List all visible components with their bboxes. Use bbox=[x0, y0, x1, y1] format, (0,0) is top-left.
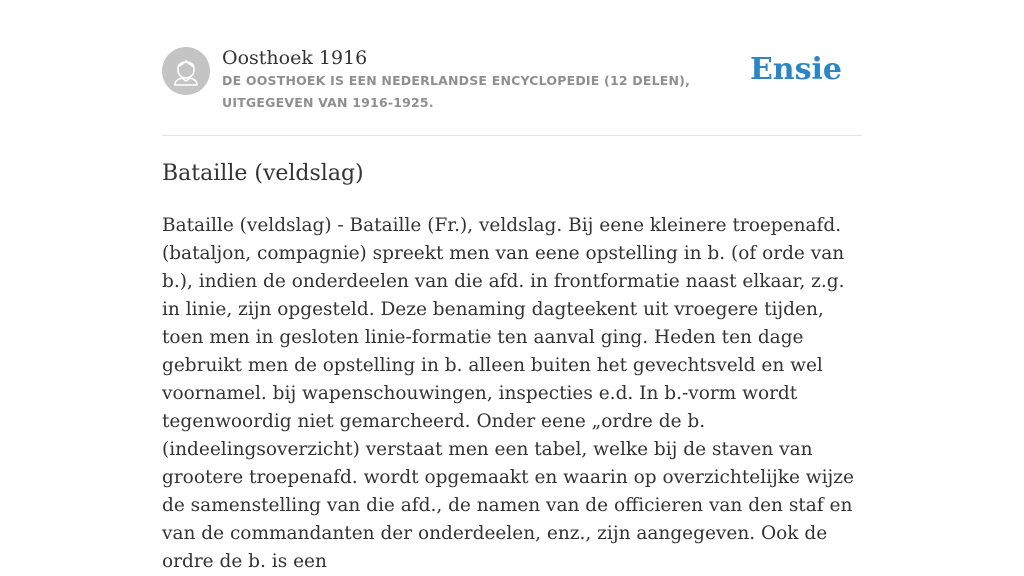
source-info bbox=[222, 46, 762, 114]
source-title[interactable]: Oosthoek 1916 bbox=[222, 47, 368, 69]
source-avatar[interactable] bbox=[162, 47, 210, 95]
article-body: Bataille (veldslag) - Bataille (Fr.), veldslag. Bij eene kleinere troepenafd. (bataljon, compagnie) spreekt men van eene opstelling in b. (of orde van b.), indien de onderdeelen van die afd. in frontformatie naast elkaar, z.g. in linie, zijn opgesteld. Deze benaming dagteekent uit vroegere tijden, toen men in gesloten linie-formatie ten aanval ging. Heden ten dage gebruikt men de opstelling in b. alleen buiten het gevechtsveld en wel voornamel. bij wapenschouwingen, inspecties e.d. In b.-vorm wordt tegenwoordig niet gemarcheerd. Onder eene „ordre de b. (indeelingsoverzicht) verstaat men een tabel, welke bij de staven van grootere troepenafd. wordt opgemaakt en waarin op overzichtelijke wijze de samenstelling van die afd., de namen van de officieren van den staf en van de commandanten der onderdeelen, enz., zijn aangegeven. Ook de ordre de b. is een bbox=[162, 215, 854, 572]
source-description: DE OOSTHOEK IS EEN NEDERLANDSE ENCYCLOPEDIE (12 DELEN), UITGEGEVEN VAN 1916-1925. bbox=[222, 73, 691, 110]
article-title: Bataille (veldslag) bbox=[162, 161, 364, 186]
brand-logo-link[interactable]: Ensie bbox=[749, 52, 842, 87]
header-divider bbox=[162, 135, 862, 136]
user-icon bbox=[162, 47, 210, 95]
source-header bbox=[162, 46, 862, 116]
